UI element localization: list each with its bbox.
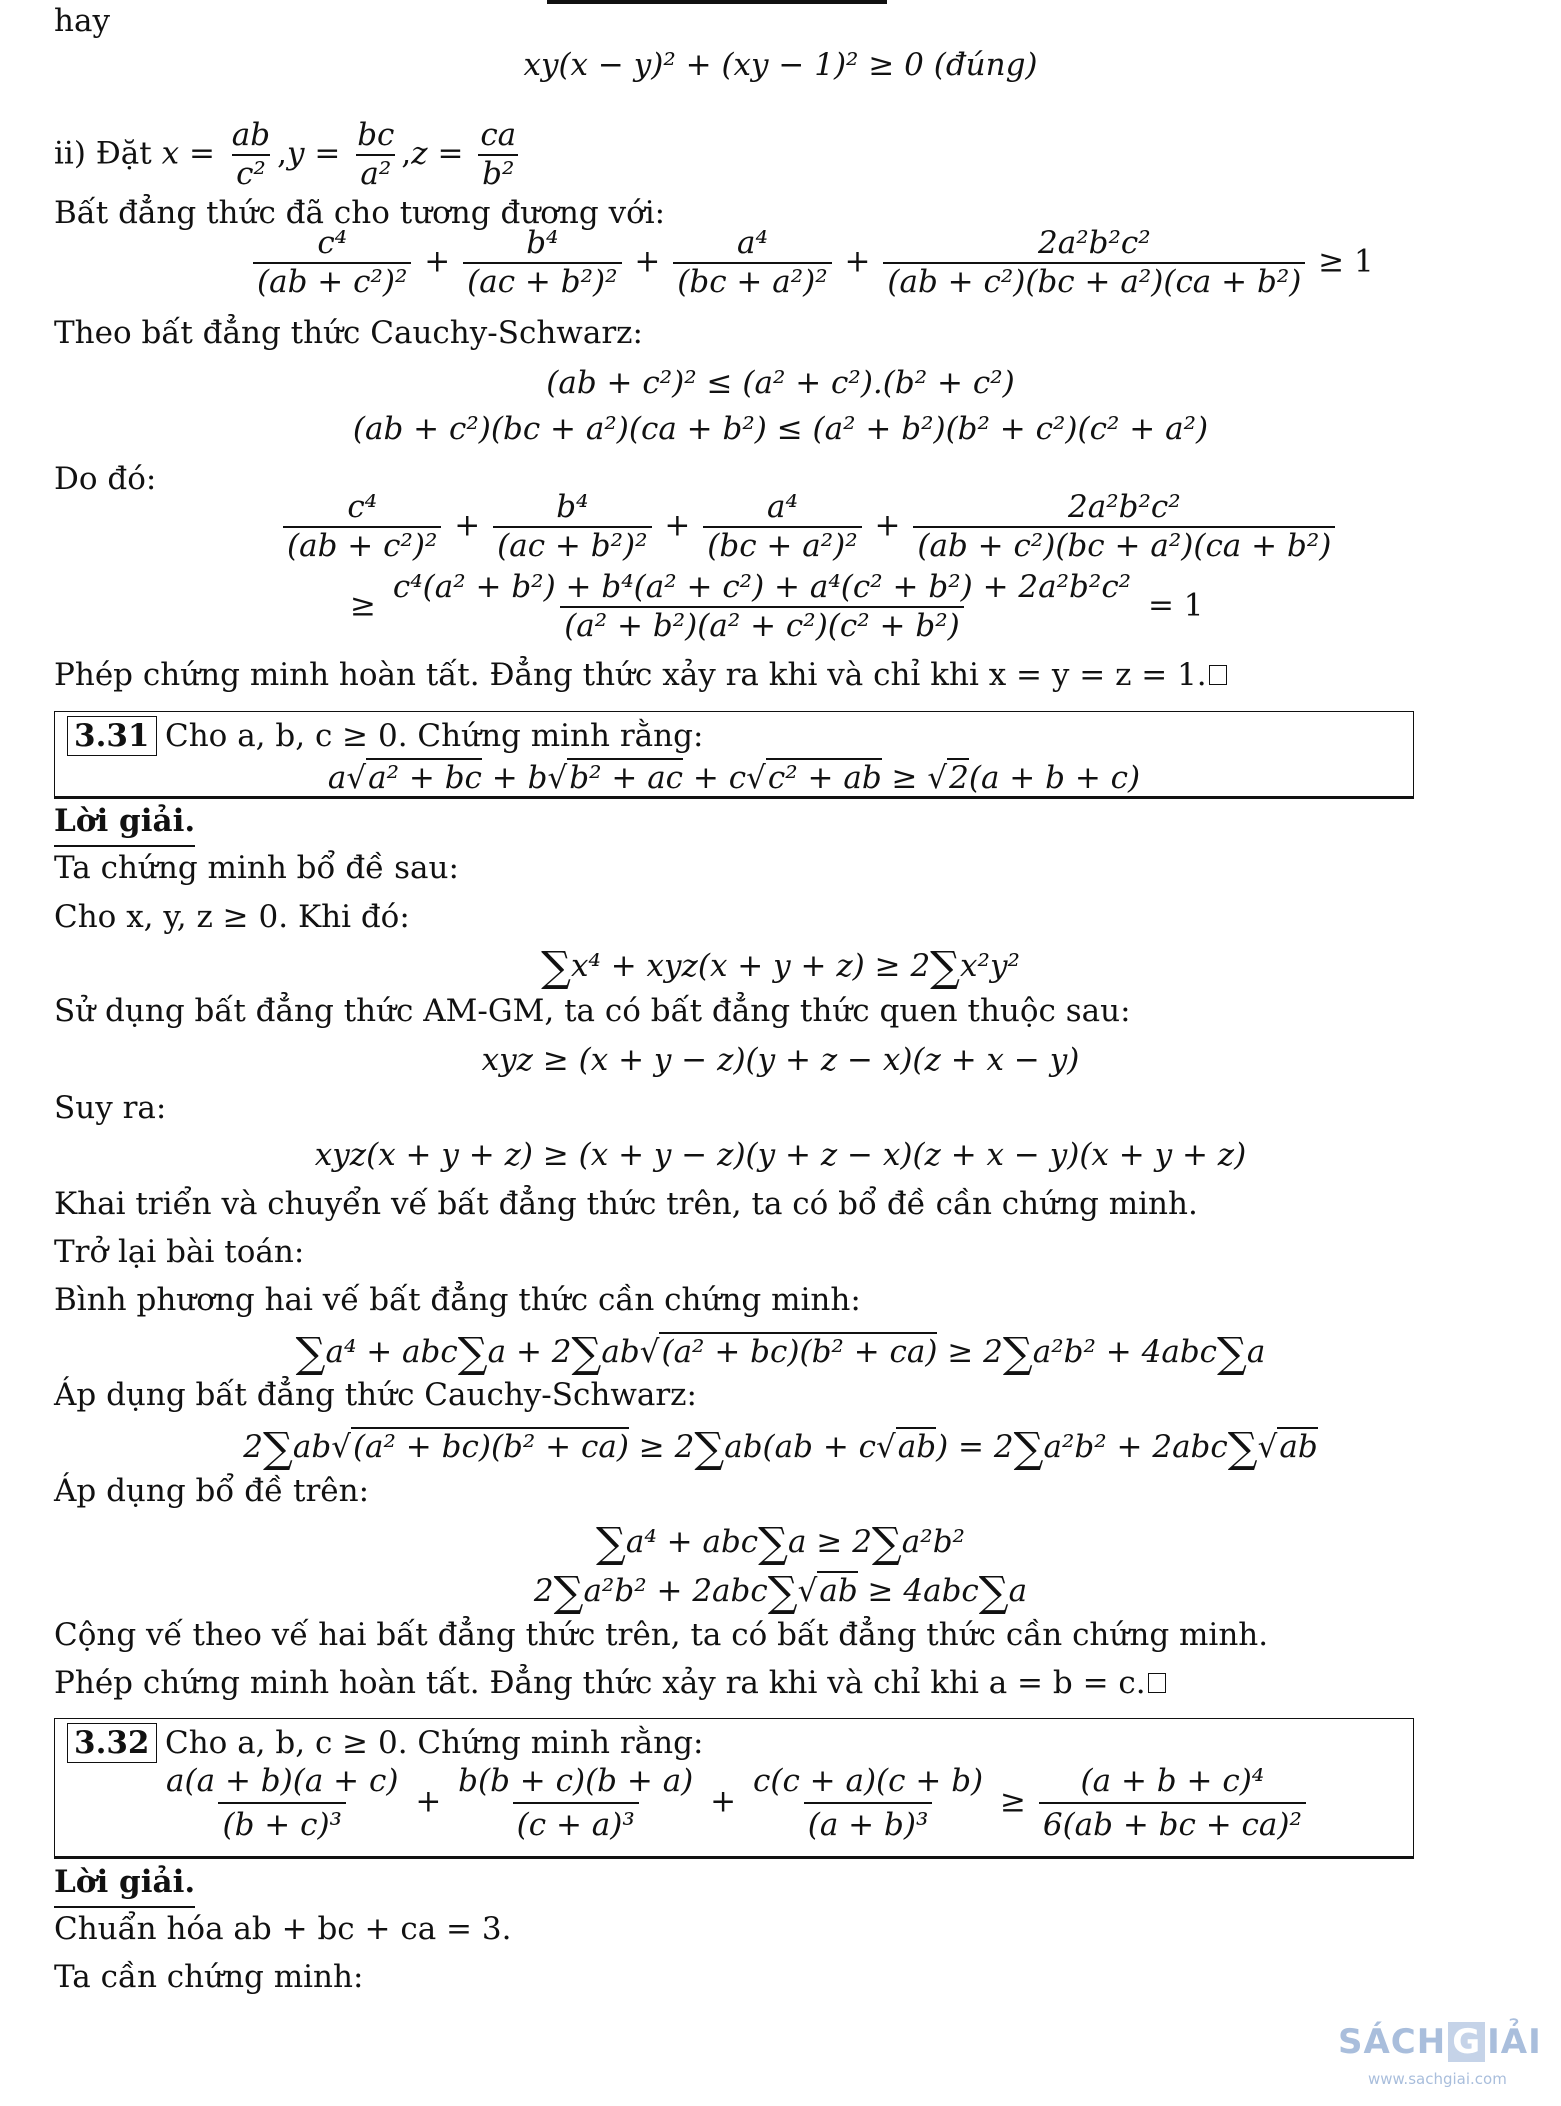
sachgiai-watermark-logo [1338,2022,1548,2092]
equation-square: ∑a⁴ + abc∑a + 2∑ab√(a² + bc)(b² + ca) ≥ 2∑a²b² + 4abc∑a [295,1328,1266,1377]
problem-3-31-box [54,711,1414,799]
qed-square-icon [1148,1673,1166,1693]
equation-dodo-2: ≥ $\frac{\text{c⁴(a² + b²) + b⁴(a² + c²) + a⁴(c² + b²) + 2a²b²c²}}{\text{(a² + b²)(a² + c²)(c² + b²)}}$ = 1 [350,569,1204,644]
equation-cs-apply: 2∑ab√(a² + bc)(b² + ca) ≥ 2∑ab(ab + c√ab) = 2∑a²b² + 2abc∑√ab [243,1423,1318,1472]
equation-lemma: ∑x⁴ + xyz(x + y + z) ≥ 2∑x²y² [541,942,1020,991]
equation-cs-2: (ab + c²)(bc + a²)(ca + b²) ≤ (a² + b²)(b² + c²)(c² + a²) [352,411,1209,447]
text-hay: hay [54,3,110,39]
equation-lemma-apply-1: ∑a⁴ + abc∑a ≥ 2∑a²b² [596,1518,965,1567]
solution-line: Ta cần chứng minh: [54,1959,364,1995]
conclusion-1: Phép chứng minh hoàn tất. Đẳng thức xảy ra khi và chỉ khi x = y = z = 1. [54,660,1227,691]
problem-equation: a√a² + bc + b√b² + ac + c√c² + ab ≥ √2(a + b + c) [327,760,1141,796]
problem-number: 3.32 [67,1723,157,1763]
logo-wordmark: SÁCH G IẢI [1338,2022,1542,2062]
definition-prefix: ii) Đặt [54,135,152,172]
solution-line: Áp dụng bổ đề trên: [54,1473,370,1509]
solution-line: Cộng vế theo vế hai bất đẳng thức trên, ta có bất đẳng thức cần chứng minh. [54,1617,1269,1653]
solution-line: Trở lại bài toán: [54,1234,305,1270]
problem-3-32-box [54,1718,1414,1859]
qed-square-icon [1209,665,1227,685]
solution-heading: Lời giải. [54,806,195,847]
solution-line: Cho x, y, z ≥ 0. Khi đó: [54,899,410,935]
solution-line: Ta chứng minh bổ đề sau: [54,850,459,886]
equation-hay: xy(x − y)² + (xy − 1)² ≥ 0 (đúng) [523,47,1038,83]
conclusion-2: Phép chứng minh hoàn tất. Đẳng thức xảy ra khi và chỉ khi a = b = c. [54,1668,1166,1699]
equation-equivalent: $\frac{\text{c⁴}}{\text{(ab + c²)²}}$ + $\frac{\text{b⁴}}{\text{(ac + b²)²}}$ + $\frac{\text{a⁴}}{\text{(bc + a²)²}}$ + $\frac{\text{2a²b²c²}}{\text{(ab + c²)(bc + a²)(ca + b²)}}$ ≥ 1 [250,228,1374,298]
solution-heading: Lời giải. [54,1867,195,1908]
solution-line: Chuẩn hóa ab + bc + ca = 3. [54,1911,512,1947]
solution-line: Bình phương hai vế bất đẳng thức cần chứng minh: [54,1282,861,1318]
solution-line: Áp dụng bất đẳng thức Cauchy-Schwarz: [54,1377,697,1413]
text-do-do: Do đó: [54,461,157,497]
equation-suy-ra: xyz(x + y + z) ≥ (x + y − z)(y + z − x)(z + x − y)(x + y + z) [314,1137,1247,1173]
problem-equation: $\frac{a(a + b)(a + c)}{\text{(b + c)³}}$ + $\frac{b(b + c)(b + a)}{\text{(c + a)³}}$ + $\frac{c(c + a)(c + b)}{\text{(a + b)³}}$ ≥ $\frac{\text{(a + b + c)⁴}}{\text{6(ab + bc + ca)²}}$ [55,1763,1413,1843]
problem-statement: Cho a, b, c ≥ 0. Chứng minh rằng: [165,1725,704,1761]
solution-line: Sử dụng bất đẳng thức AM-GM, ta có bất đẳng thức quen thuộc sau: [54,993,1131,1029]
top-rule [547,0,887,4]
equation-amgm: xyz ≥ (x + y − z)(y + z − x)(z + x − y) [481,1042,1080,1078]
definition-line: ii) Đặt x = $\frac{ab}{\text{c²}}$ ,y = $\frac{bc}{\text{a²}}$ ,z = $\frac{ca}{\text{b²}}$ [54,120,523,190]
problem-statement: Cho a, b, c ≥ 0. Chứng minh rằng: [165,718,704,754]
problem-number: 3.31 [67,716,157,756]
equation-lemma-apply-2: 2∑a²b² + 2abc∑√ab ≥ 4abc∑a [533,1567,1028,1616]
text-cauchy-schwarz: Theo bất đẳng thức Cauchy-Schwarz: [54,315,643,351]
solution-line: Khai triển và chuyển vế bất đẳng thức trên, ta có bổ đề cần chứng minh. [54,1186,1198,1222]
text-equivalent: Bất đẳng thức đã cho tương đương với: [54,195,666,231]
solution-line: Suy ra: [54,1090,167,1126]
equation-cs-1: (ab + c²)² ≤ (a² + c²).(b² + c²) [546,365,1015,401]
logo-url: www.sachgiai.com [1368,2070,1507,2088]
equation-dodo-1: $\frac{\text{c⁴}}{\text{(ab + c²)²}}$ + $\frac{\text{b⁴}}{\text{(ac + b²)²}}$ + $\frac{\text{a⁴}}{\text{(bc + a²)²}}$ + $\frac{\text{2a²b²c²}}{\text{(ab + c²)(bc + a²)(ca + b²)}}$ [280,492,1338,562]
